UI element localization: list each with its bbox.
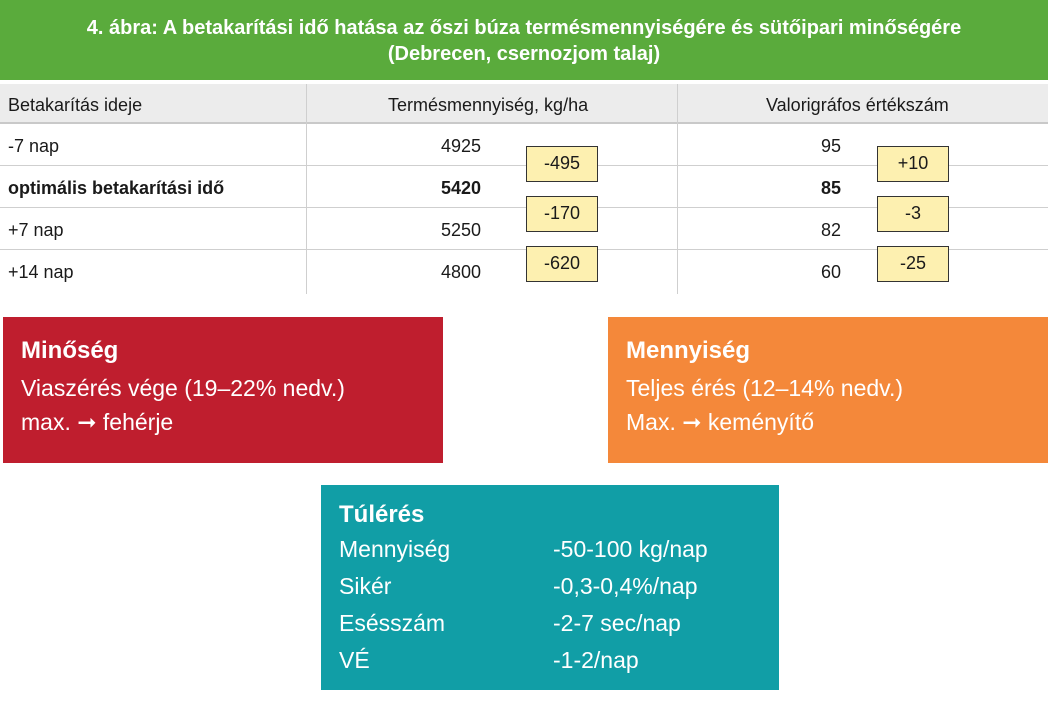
quality-title: Minőség xyxy=(21,337,119,364)
overripe-key: Sikér xyxy=(339,573,392,599)
yield-value: 4925 xyxy=(441,136,482,156)
valorigraf-diff-badge: -3 xyxy=(877,196,949,232)
overripe-box xyxy=(321,485,779,690)
yield-diff-badge: -620 xyxy=(526,246,598,282)
overripe-key: Mennyiség xyxy=(339,536,451,562)
quality-line2: max. ➞ fehérje xyxy=(21,409,174,435)
figure-title-line1: 4. ábra: A betakarítási idő hatása az őszi búza termésmennyiségére és sütőipari minőségére xyxy=(86,17,962,39)
overripe-value: -1-2/nap xyxy=(553,647,639,673)
row-label: +14 nap xyxy=(8,262,74,282)
header-yield: Termésmennyiség, kg/ha xyxy=(388,95,589,115)
overripe-title: Túlérés xyxy=(339,501,425,528)
header-harvest-time: Betakarítás ideje xyxy=(8,95,143,115)
valorigraf-value: 85 xyxy=(821,178,842,198)
yield-value: 5250 xyxy=(441,220,482,240)
quantity-box xyxy=(608,317,1048,463)
figure-title-line2: (Debrecen, csernozjom talaj) xyxy=(387,43,661,65)
overripe-value: -50-100 kg/nap xyxy=(553,536,708,562)
quality-line1: Viaszérés vége (19–22% nedv.) xyxy=(21,375,345,401)
yield-value: 5420 xyxy=(441,178,482,198)
valorigraf-value: 60 xyxy=(821,262,842,282)
overripe-row xyxy=(339,605,761,642)
header-valorigraf: Valorigráfos értékszám xyxy=(766,95,949,115)
quantity-line1: Teljes érés (12–14% nedv.) xyxy=(626,375,903,401)
overripe-value: -0,3-0,4%/nap xyxy=(553,573,698,599)
overripe-row xyxy=(339,642,761,679)
overripe-row xyxy=(339,531,761,568)
figure-title xyxy=(0,0,1048,80)
table-header-row xyxy=(0,84,1048,124)
quality-box xyxy=(3,317,443,463)
valorigraf-diff-badge: +10 xyxy=(877,146,949,182)
overripe-key: VÉ xyxy=(339,647,370,673)
yield-diff-badge: -495 xyxy=(526,146,598,182)
row-label: -7 nap xyxy=(8,136,60,156)
overripe-value: -2-7 sec/nap xyxy=(553,610,681,636)
valorigraf-diff-badge: -25 xyxy=(877,246,949,282)
quantity-line2: Max. ➞ keményítő xyxy=(626,409,814,435)
valorigraf-value: 95 xyxy=(821,136,842,156)
quantity-title: Mennyiség xyxy=(626,337,751,364)
overripe-key: Esésszám xyxy=(339,610,446,636)
yield-diff-badge: -170 xyxy=(526,196,598,232)
row-label: optimális betakarítási idő xyxy=(8,178,225,198)
row-label: +7 nap xyxy=(8,220,64,240)
valorigraf-value: 82 xyxy=(821,220,842,240)
overripe-row xyxy=(339,568,761,605)
yield-value: 4800 xyxy=(441,262,482,282)
